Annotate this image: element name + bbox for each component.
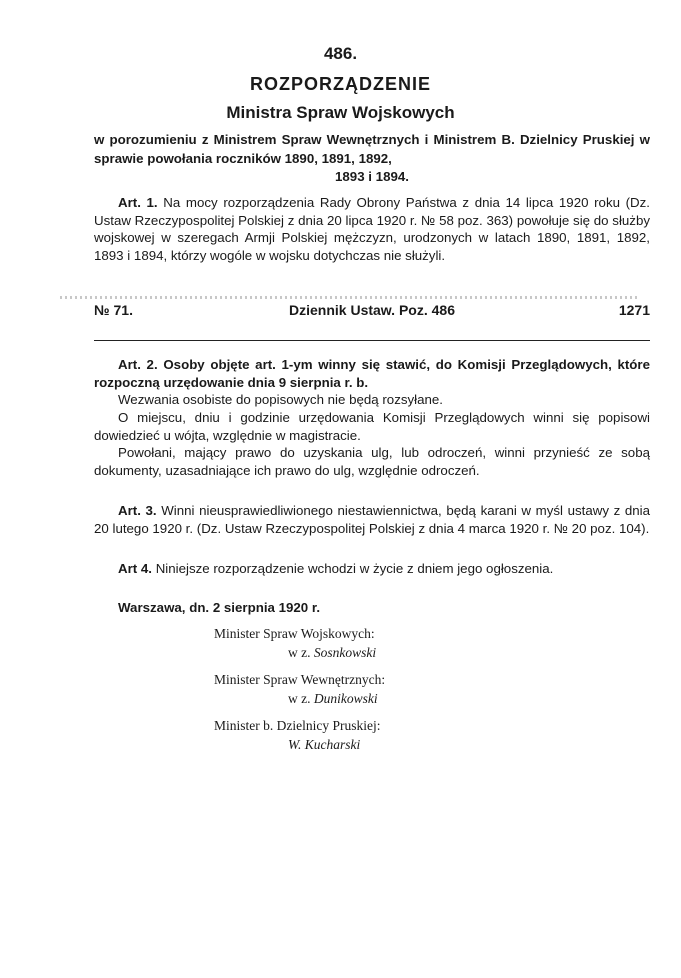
issue-number: № 71.	[94, 302, 133, 318]
intro-line-2: B. Dzielnicy Pruskiej w sprawie powołania roczników 1890, 1891, 1892,	[94, 132, 650, 166]
intro-line-1: w porozumieniu z Ministrem Spraw Wewnętrznych i Ministrem	[94, 132, 497, 147]
signature-3-name: W. Kucharski	[288, 737, 361, 752]
header-rule	[94, 340, 650, 341]
article-4-text: Niniejsze rozporządzenie wchodzi w życie z dniem jego ogłoszenia.	[155, 561, 554, 576]
signature-2-prefix: w z.	[288, 691, 311, 706]
running-header	[94, 300, 650, 322]
article-1-label: Art. 1.	[118, 195, 158, 210]
article-2-label: Art. 2.	[118, 357, 158, 372]
signature-2-name: Dunikowski	[313, 691, 378, 706]
document-title: ROZPORZĄDZENIE	[249, 74, 431, 94]
article-1-text: Na mocy rozporządzenia Rady Obrony Państwa z dnia 14 lipca 1920 roku (Dz. Ustaw Rzeczypospolitej Polskiej z dnia 20 lipca 1920 r. № 58 poz. 363) powołuje się do służby wojskowej w szeregach Armji Polskiej mężczyzn, urodzonych w latach 1890, 1891, 1892, 1893 i 1894, którzy wogóle w wojsku dotychczas nie służyli.	[94, 195, 651, 263]
article-1	[94, 194, 650, 264]
signature-1	[288, 645, 376, 661]
article-4-label: Art 4.	[118, 561, 152, 576]
date-line: Warszawa, dn. 2 sierpnia 1920 r.	[118, 600, 321, 615]
intro-paragraph	[94, 131, 650, 187]
intro-line-3: 1893 i 1894.	[335, 169, 409, 184]
page-number: 486.	[323, 44, 358, 63]
article-4	[94, 560, 650, 578]
signature-3	[288, 737, 360, 753]
signature-1-title: Minister Spraw Wojskowych:	[214, 626, 375, 641]
article-2	[94, 356, 650, 391]
article-2-para-2: Wezwania osobiste do popisowych nie będą rozsyłane.	[118, 392, 443, 407]
article-2-para-3: O miejscu, dniu i godzinie urzędowania Komisji Przeglądowych winni się popisowi dowiedzieć u wójta, względnie w magistracie.	[94, 410, 650, 443]
journal-page-number: 1271	[618, 302, 650, 318]
article-3	[94, 502, 650, 537]
article-3-text: Winni nieusprawiedliwionego niestawiennictwa, będą karani w myśl ustawy z dnia 20 lutego 1920 r. (Dz. Ustaw Rzeczypospolitej Polskiej z dnia 4 marca 1920 r. № 20 poz. 104).	[94, 503, 651, 536]
article-2-para-4: Powołani, mający prawo do uzyskania ulg, lub odroczeń, winni przynieść ze sobą dokumenty, uzasadniające ich prawo do ulg, względnie odroczeń.	[94, 445, 650, 478]
signature-2	[288, 691, 378, 707]
signature-1-prefix: w z.	[288, 645, 311, 660]
document-subtitle: Ministra Spraw Wojskowych	[226, 103, 455, 122]
print-speckle-divider	[60, 296, 640, 299]
signature-1-name: Sosnkowski	[313, 645, 377, 660]
article-3-label: Art. 3.	[118, 503, 157, 518]
signature-3-title: Minister b. Dzielnicy Pruskiej:	[214, 718, 381, 733]
article-2-text: Osoby objęte art. 1-ym winny się stawić, do Komisji Przeglądowych, które rozpoczną urzędowanie dnia 9 sierpnia r. b.	[94, 357, 650, 390]
signature-2-title: Minister Spraw Wewnętrznych:	[214, 672, 386, 687]
journal-title: Dziennik Ustaw. Poz. 486	[289, 302, 455, 318]
